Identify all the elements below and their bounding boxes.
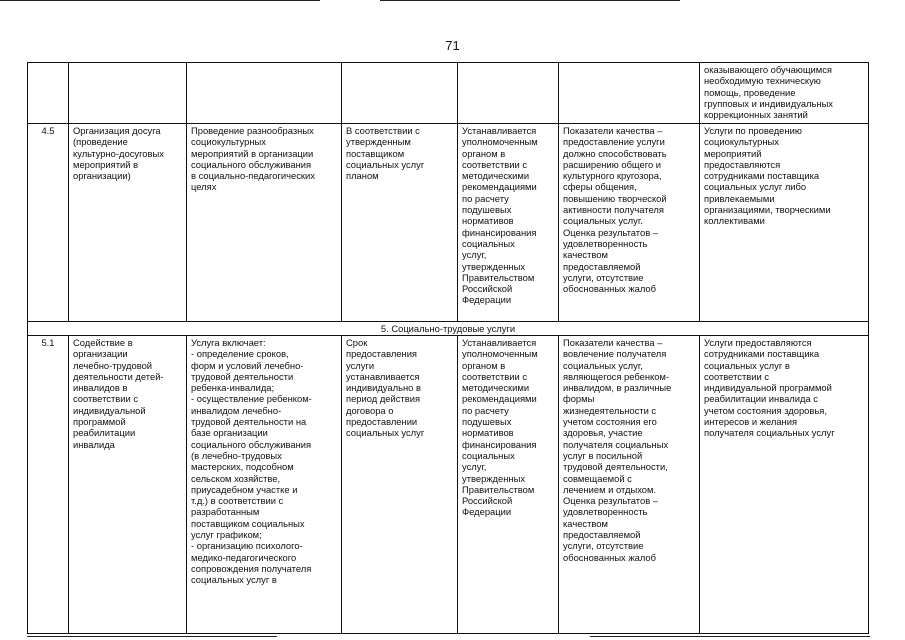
cell-service-cost: Устанавливается уполномоченным органом в соответствии с методическими рекомендациями по расчету подушевых нормативов финансирования социальных услуг, утвержденных Правительством Российской Федерации xyxy=(458,124,559,322)
cell-service-name: Организация досуга (проведение культурно-досуговых мероприятий в организации) xyxy=(69,124,187,322)
cell-service-conditions: Услуги по проведению социокультурных мероприятий предоставляются сотрудниками поставщика социальных услуг либо привлекаемыми организациями, творческими коллективами xyxy=(700,124,869,322)
cell-service-quality xyxy=(559,63,700,124)
services-table xyxy=(27,62,869,634)
cell-service-quality: Показатели качества – предоставление услуги должно способствовать расширению общего и культурного кругозора, сферы общения, повышению творческой активности получателя социальных услуг. Оценка результатов – удовлетворенность качеством предоставляемой услуги, отсутствие обоснованных жалоб xyxy=(559,124,700,322)
cell-service-quality: Показатели качества – вовлечение получателя социальных услуг, являющегося ребенком- инвалидом, в различные формы жизнедеятельности с учетом состояния его здоровья, участие получателя социальных услуг в посильной трудовой деятельности, совмещаемой с лечением и отдыхом. Оценка результатов – удовлетворенность качеством предоставляемой услуги, отсутствие обоснованных жалоб xyxy=(559,336,700,634)
cell-service-term xyxy=(342,63,458,124)
cell-service-cost: Устанавливается уполномоченным органом в соответствии с методическими рекомендациями по расчету подушевых нормативов финансирования социальных услуг, утвержденных Правительством Российской Федерации xyxy=(458,336,559,634)
cell-service-content: Проведение разнообразных социокультурных мероприятий в организации социального обслуживания в социально-педагогических целях xyxy=(187,124,342,322)
scan-edge-bottom-left xyxy=(27,636,277,637)
section-heading: 5. Социально-трудовые услуги xyxy=(28,322,869,336)
table-row xyxy=(28,124,869,322)
cell-service-content: Услуга включает: - определение сроков, форм и условий лечебно- трудовой деятельности ребенка-инвалида; - осуществление ребенком- инвалидом лечебно- трудовой деятельности на базе организации социального обслуживания (в лечебно-трудовых мастерских, подсобном сельском хозяйстве, приусадебном участке и т.д.) в соответствии с разработанным поставщиком социальных услуг графиком; - организацию психолого- медико-педагогического сопровождения получателя социальных услуг в xyxy=(187,336,342,634)
table-row xyxy=(28,63,869,124)
cell-service-term: В соответствии с утвержденным поставщиком социальных услуг планом xyxy=(342,124,458,322)
cell-service-name: Содействие в организации лечебно-трудовой деятельности детей- инвалидов в соответствии с индивидуальной программой реабилитации инвалида xyxy=(69,336,187,634)
scan-edge-top-left xyxy=(0,0,320,1)
cell-service-content xyxy=(187,63,342,124)
cell-service-name xyxy=(69,63,187,124)
cell-service-conditions: Услуги предоставляются сотрудниками поставщика социальных услуг в соответствии с индивидуальной программой реабилитации инвалида с учетом состояния здоровья, интересов и желания получателя социальных услуг xyxy=(700,336,869,634)
cell-service-conditions: оказывающего обучающимся необходимую техническую помощь, проведение групповых и индивидуальных коррекционных занятий xyxy=(700,63,869,124)
scan-edge-top-right xyxy=(380,0,680,1)
cell-service-cost xyxy=(458,63,559,124)
cell-number xyxy=(28,63,69,124)
section-heading-row xyxy=(28,322,869,336)
cell-number: 4.5 xyxy=(28,124,69,322)
page-number: 71 xyxy=(445,38,460,53)
cell-number: 5.1 xyxy=(28,336,69,634)
table-row xyxy=(28,336,869,634)
cell-service-term: Срок предоставления услуги устанавливается индивидуально в период действия договора о предоставлении социальных услуг xyxy=(342,336,458,634)
scan-edge-bottom-right xyxy=(590,636,870,637)
